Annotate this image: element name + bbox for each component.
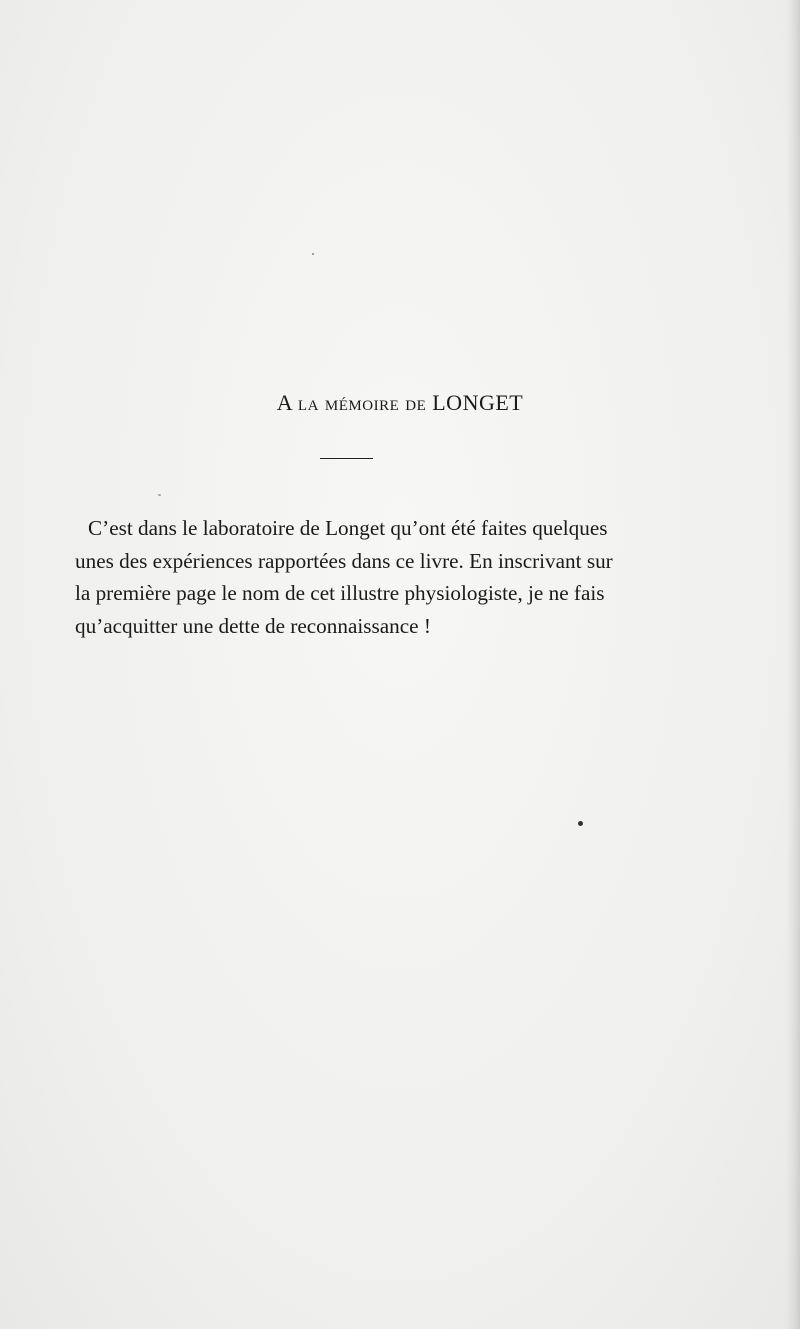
title-divider: [320, 458, 373, 459]
paragraph-line-2: unes des expériences rapportées dans ce livre. En inscrivant sur: [75, 548, 613, 573]
paragraph-line-3: la première page le nom de cet illustre physiologiste, je ne fais: [75, 581, 605, 605]
ink-speck: [578, 821, 583, 826]
dedication-paragraph: [75, 512, 725, 642]
paragraph-line-1: C’est dans le laboratoire de Longet qu’ont été faites quelques: [88, 516, 608, 540]
ink-speck: [158, 494, 161, 496]
ink-speck: [312, 253, 314, 255]
dedication-title: A la mémoire de LONGET: [276, 390, 524, 415]
paragraph-line-4: qu’acquitter une dette de reconnaissance !: [75, 613, 431, 638]
page-edge-shadow: [786, 0, 800, 1329]
